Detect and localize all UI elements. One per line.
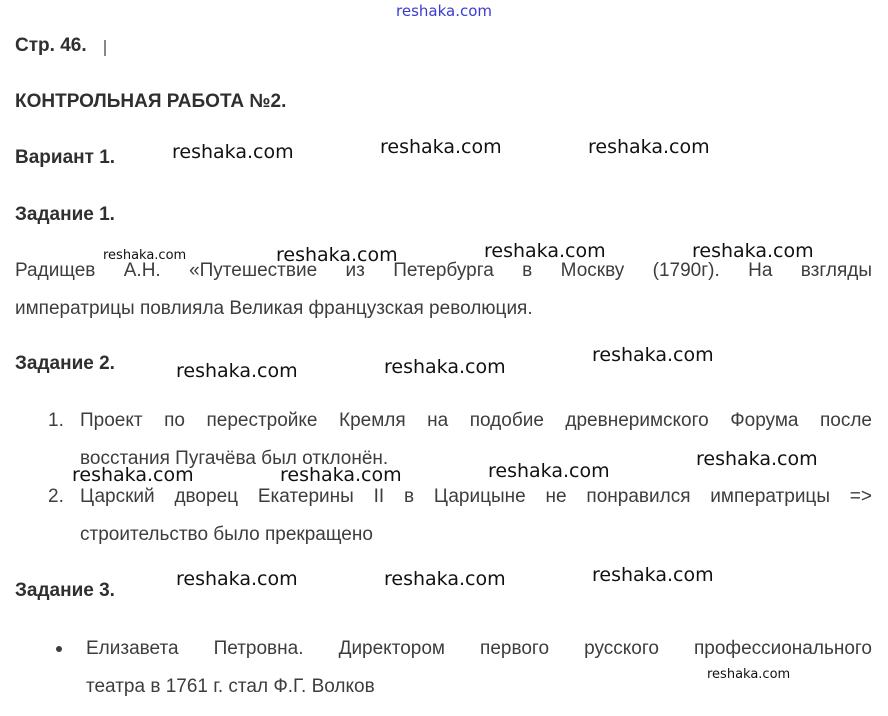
watermark: reshaka.com	[396, 2, 492, 20]
task3-item1-line2: театра в 1761 г. стал Ф.Г. Волков	[86, 676, 375, 697]
text-cursor-mark	[104, 40, 106, 56]
watermark: reshaka.com	[488, 460, 610, 482]
watermark: reshaka.com	[176, 568, 298, 590]
list-number: 2.	[48, 486, 64, 507]
watermark: reshaka.com	[380, 136, 502, 158]
watermark: reshaka.com	[172, 141, 294, 163]
task1-heading: Задание 1.	[15, 204, 115, 225]
bullet-icon	[56, 646, 62, 652]
watermark: reshaka.com	[103, 248, 187, 263]
watermark: reshaka.com	[276, 244, 398, 266]
watermark: reshaka.com	[592, 564, 714, 586]
work-title: КОНТРОЛЬНАЯ РАБОТА №2.	[15, 91, 287, 112]
watermark: reshaka.com	[484, 240, 606, 262]
list-number: 1.	[48, 410, 64, 431]
watermark: reshaka.com	[72, 464, 194, 486]
task2-item2-line2: строительство было прекращено	[80, 524, 373, 545]
task1-text-line1: Радищев А.Н. «Путешествие из Петербурга в Москву (1790г). На взгляды	[15, 260, 872, 281]
watermark: reshaka.com	[384, 356, 506, 378]
watermark: reshaka.com	[384, 568, 506, 590]
task1-text-line2: императрицы повлияла Великая французская революция.	[15, 298, 533, 319]
page-header: Стр. 46.	[15, 35, 87, 56]
task2-heading: Задание 2.	[15, 353, 115, 374]
watermark: reshaka.com	[280, 464, 402, 486]
watermark: reshaka.com	[592, 344, 714, 366]
watermark: reshaka.com	[707, 667, 791, 682]
task2-item2-line1: Царский дворец Екатерины II в Царицыне не понравился императрицы =>	[80, 486, 872, 507]
task3-item1-line1: Елизавета Петровна. Директором первого русского профессионального	[86, 638, 872, 659]
watermark: reshaka.com	[588, 136, 710, 158]
watermark: reshaka.com	[176, 360, 298, 382]
task3-heading: Задание 3.	[15, 580, 115, 601]
variant-heading: Вариант 1.	[15, 147, 116, 168]
watermark: reshaka.com	[696, 448, 818, 470]
task2-item1-line1: Проект по перестройке Кремля на подобие древнеримского Форума после	[80, 410, 872, 431]
task2-item1-line2: восстания Пугачёва был отклонён.	[80, 448, 389, 469]
watermark: reshaka.com	[692, 240, 814, 262]
